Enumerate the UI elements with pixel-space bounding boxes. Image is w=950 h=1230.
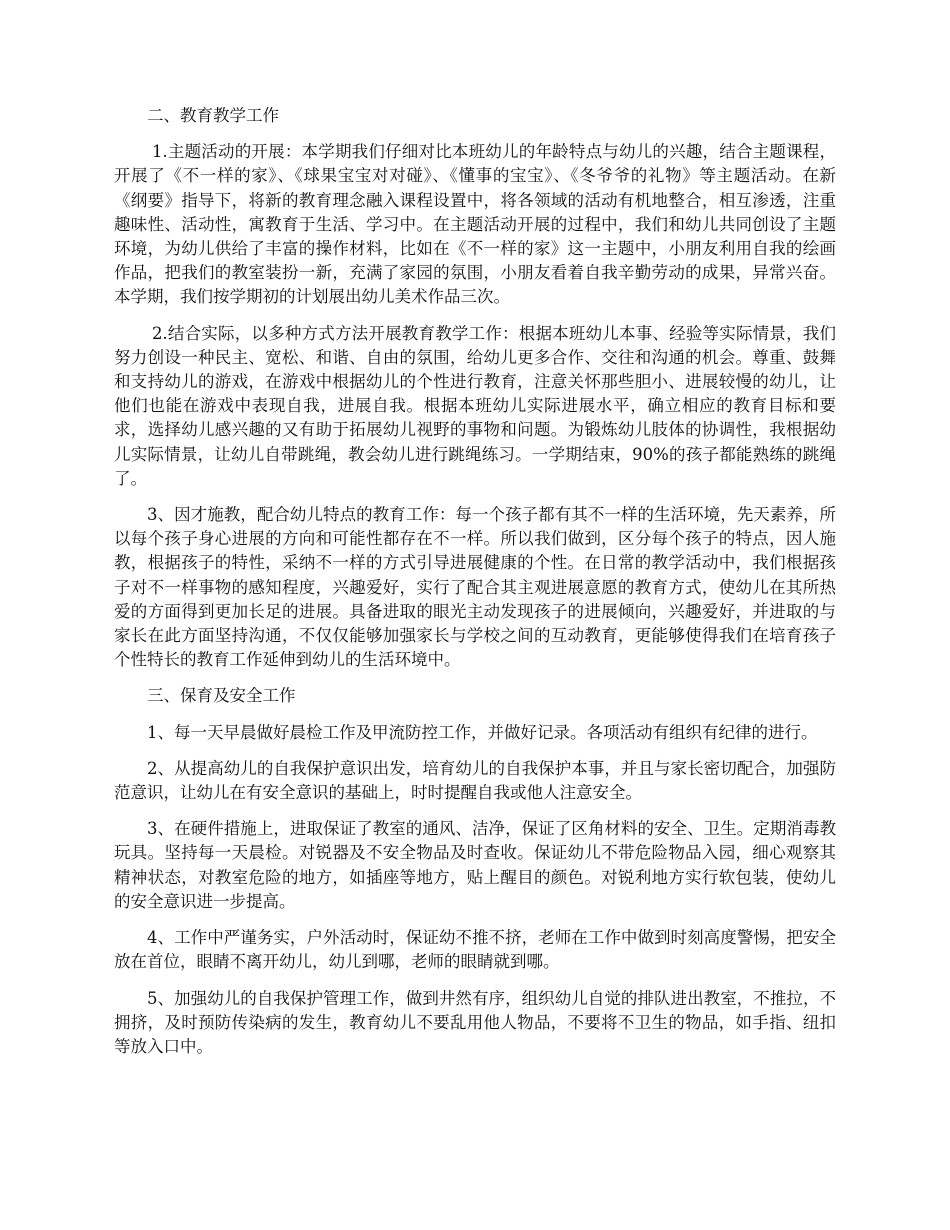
section-3-paragraph-4: 4、工作中严谨务实，户外活动时，保证幼不推不挤，老师在工作中做到时刻高度警惕，把安全放在首位，眼睛不离开幼儿，幼儿到哪，老师的眼睛就到哪。 xyxy=(114,928,836,972)
section-2-heading: 二、教育教学工作 xyxy=(147,106,279,125)
section-3-paragraph-2: 2、从提高幼儿的自我保护意识出发，培育幼儿的自我保护本事，并且与家长密切配合，加强防范意识，让幼儿在有安全意识的基础上，时时提醒自我或他人注意安全。 xyxy=(114,758,836,803)
section-3-paragraph-3: 3、在硬件措施上，进取保证了教室的通风、洁净，保证了区角材料的安全、卫生。定期消毒教玩具。坚持每一天晨检。对锐器及不安全物品及时查收。保证幼儿不带危险物品入园，细心观察其精神状态，对教室危险的地方，如插座等地方，贴上醒目的颜色。对锐利地方实行软包装，使幼儿的安全意识进一步提高。 xyxy=(114,819,836,911)
section-2-paragraph-2: 2.结合实际，以多种方式方法开展教育教学工作：根据本班幼儿本事、经验等实际情景，我们努力创设一种民主、宽松、和谐、自由的氛围，给幼儿更多合作、交往和沟通的机会。尊重、鼓舞和支持幼儿的游戏，在游戏中根据幼儿的个性进行教育，注意关怀那些胆小、进展较慢的幼儿，让他们也能在游戏中表现自我，进展自我。根据本班幼儿实际进展水平，确立相应的教育目标和要求，选择幼儿感兴趣的又有助于拓展幼儿视野的事物和问题。为锻炼幼儿肢体的协调性，我根据幼儿实际情景，让幼儿自带跳绳，教会幼儿进行跳绳练习。一学期结束，90%的孩子都能熟练的跳绳了。 xyxy=(114,323,836,488)
section-3-heading: 三、保育及安全工作 xyxy=(147,686,296,706)
section-3-paragraph-5: 5、加强幼儿的自我保护管理工作，做到井然有序，组织幼儿自觉的排队进出教室，不推拉，不拥挤，及时预防传染病的发生，教育幼儿不要乱用他人物品，不要将不卫生的物品，如手指、纽扣等放入口中。 xyxy=(114,988,836,1056)
section-2-paragraph-1: 1.主题活动的开展：本学期我们仔细对比本班幼儿的年龄特点与幼儿的兴趣，结合主题课程，开展了《不一样的家》、《球果宝宝对对碰》、《懂事的宝宝》、《冬爷爷的礼物》等主题活动。在新《纲要》指导下，将新的教育理念融入课程设置中，将各领域的活动有机地整合，相互渗透，注重趣味性、活动性，寓教育于生活、学习中。在主题活动开展的过程中，我们和幼儿共同创设了主题环境，为幼儿供给了丰富的操作材料，比如在《不一样的家》这一主题中，小朋友利用自我的绘画作品，把我们的教室装扮一新，充满了家园的氛围，小朋友看着自我辛勤劳动的成果，异常兴奋。本学期，我们按学期初的计划展出幼儿美术作品三次。 xyxy=(114,142,836,307)
section-3-paragraph-1: 1、每一天早晨做好晨检工作及甲流防控工作，并做好记录。各项活动有组织有纪律的进行。 xyxy=(147,722,818,742)
document-page xyxy=(114,104,836,1071)
section-2-paragraph-3: 3、因才施教，配合幼儿特点的教育工作：每一个孩子都有其不一样的生活环境，先天素养，所以每个孩子身心进展的方向和可能性都存在不一样。所以我们做到，区分每个孩子的特点，因人施教，根据孩子的特性，采纳不一样的方式引导进展健康的个性。在日常的教学活动中，我们根据孩子对不一样事物的感知程度，兴趣爱好，实行了配合其主观进展意愿的教育方式，使幼儿在其所热爱的方面得到更加长足的进展。具备进取的眼光主动发现孩子的进展倾向，兴趣爱好，并进取的与家长在此方面坚持沟通，不仅仅能够加强家长与学校之间的互动教育，更能够使得我们在培育孩子个性特长的教育工作延伸到幼儿的生活环境中。 xyxy=(114,505,836,670)
